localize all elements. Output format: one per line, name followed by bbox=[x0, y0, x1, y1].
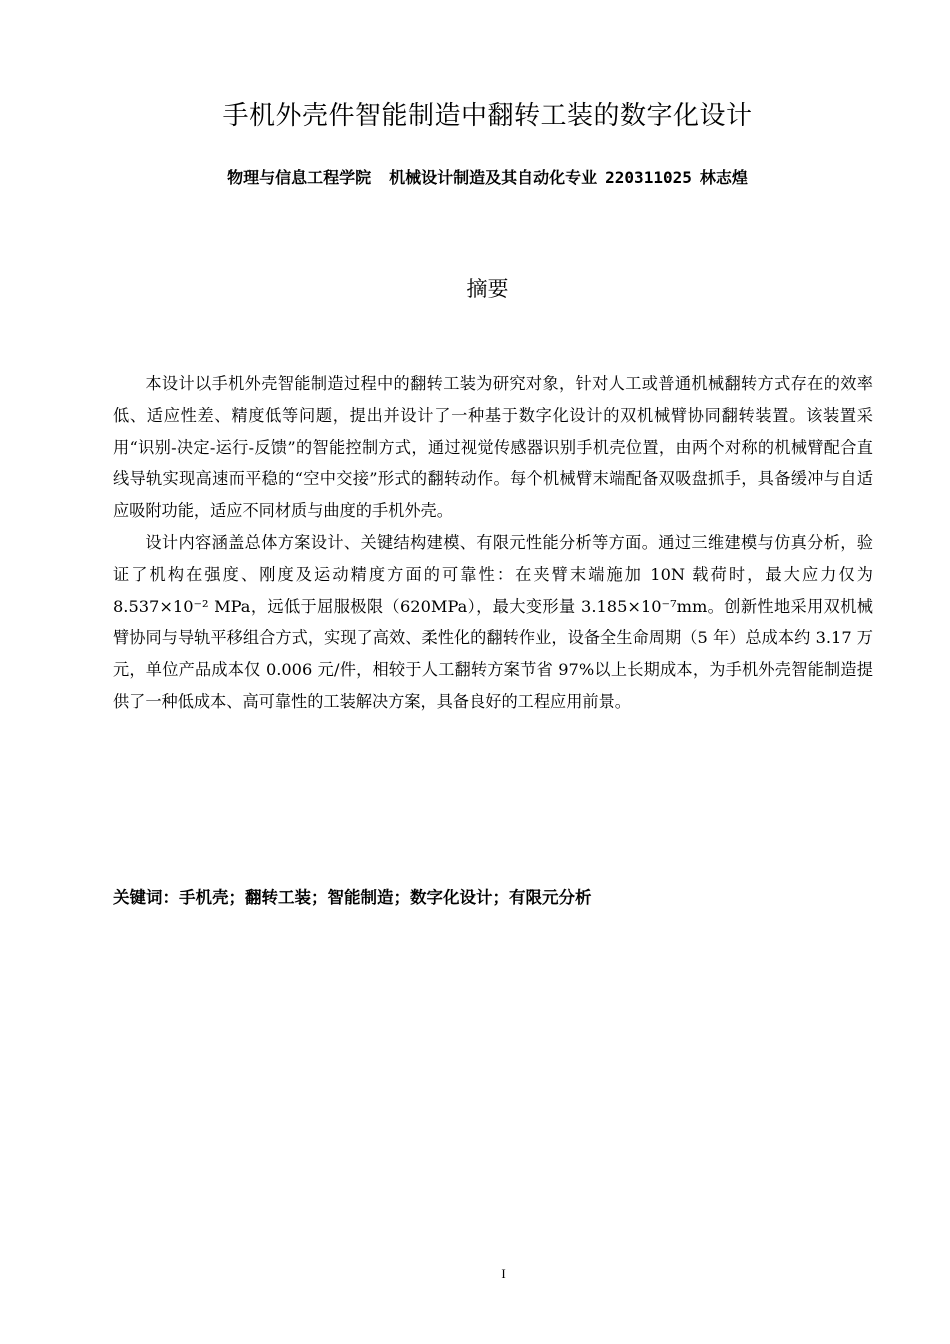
college-name: 物理与信息工程学院 bbox=[227, 168, 372, 187]
abstract-heading: 摘要 bbox=[466, 277, 509, 301]
student-id: 220311025 bbox=[605, 168, 692, 187]
major-name: 机械设计制造及其自动化专业 bbox=[389, 168, 598, 187]
abstract-paragraph-1: 本设计以手机外壳智能制造过程中的翻转工装为研究对象，针对人工或普通机械翻转方式存在的效率低、适应性差、精度低等问题，提出并设计了一种基于数字化设计的双机械臂协同翻转装置。该装置采用“识别-决定-运行-反馈”的智能控制方式，通过视觉传感器识别手机壳位置，由两个对称的机械臂配合直线导轨实现高速而平稳的“空中交接”形式的翻转动作。每个机械臂末端配备双吸盘抓手，具备缓冲与自适应吸附功能，适应不同材质与曲度的手机外壳。 bbox=[113, 374, 873, 521]
paper-title: 手机外壳件智能制造中翻转工装的数字化设计 bbox=[222, 101, 753, 131]
keywords-line: 关键词：手机壳；翻转工装；智能制造；数字化设计；有限元分析 bbox=[113, 888, 592, 907]
author-name: 林志煌 bbox=[699, 168, 748, 187]
abstract-paragraph-2: 设计内容涵盖总体方案设计、关键结构建模、有限元性能分析等方面。通过三维建模与仿真分析，验证了机构在强度、刚度及运动精度方面的可靠性：在夹臂末端施加 10N 载荷时，最大应力仅为 8.537×10⁻² MPa，远低于屈服极限（620MPa），最大变形量 3.185×10⁻⁷mm。创新性地采用双机械臂协同与导轨平移组合方式，实现了高效、柔性化的翻转作业，设备全生命周期（5 年）总成本约 3.17 万元，单位产品成本仅 0.006 元/件，相较于人工翻转方案节省 97%以上长期成本，为手机外壳智能制造提供了一种低成本、高可靠性的工装解决方案，具备良好的工程应用前景。 bbox=[113, 532, 873, 711]
author-line bbox=[0, 166, 950, 190]
page-number: I bbox=[501, 1266, 506, 1281]
abstract-body bbox=[113, 368, 873, 718]
